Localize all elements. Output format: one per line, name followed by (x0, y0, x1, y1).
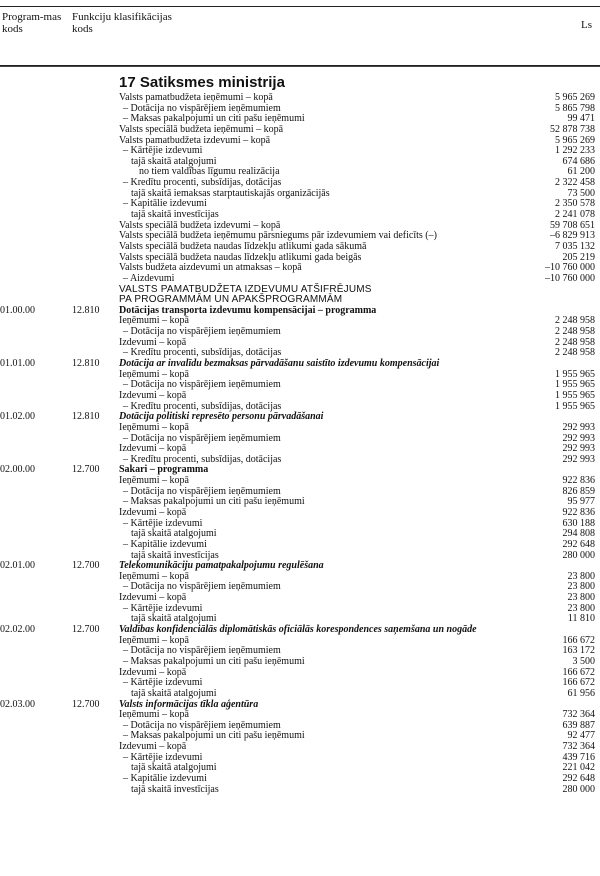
budget-table (0, 93, 600, 795)
row-label: tajā skaitā atalgojumi (131, 762, 217, 774)
row-label: – Dotācija no vispārējiem ieņēmumiem (123, 432, 281, 444)
function-code: 12.700 (72, 624, 100, 636)
row-label: tajā skaitā investīcijas (131, 209, 219, 221)
row-label: Valsts speciālā budžeta naudas līdzekļu atlikumi gada beigās (119, 251, 362, 263)
table-row (0, 508, 600, 519)
row-label: Ieņēmumi – kopā (119, 709, 189, 721)
row-value: 2 350 578 (555, 198, 595, 210)
row-label: – Kārtējie izdevumi (123, 517, 203, 529)
row-value: 280 000 (562, 783, 595, 795)
table-row (0, 540, 600, 551)
row-label: – Dotācija no vispārējiem ieņēmumiem (123, 719, 281, 731)
table-row (0, 359, 600, 370)
table-row (0, 391, 600, 402)
program-code: 02.00.00 (0, 464, 35, 476)
row-label: – Kārtējie izdevumi (123, 145, 203, 157)
program-code: 02.03.00 (0, 698, 35, 710)
row-label: – Kapitālie izdevumi (123, 198, 207, 210)
row-label: – Maksas pakalpojumi un citi pašu ieņēmumi (123, 655, 305, 667)
table-row (0, 157, 600, 168)
row-value: 294 808 (562, 528, 595, 540)
row-value: 163 172 (562, 645, 595, 657)
table-row (0, 593, 600, 604)
row-label: Valsts budžeta aizdevumi un atmaksas – kopā (119, 262, 302, 274)
row-label: tajā skaitā atalgojumi (131, 528, 217, 540)
row-label: Izdevumi – kopā (119, 506, 187, 518)
row-value: 2 248 958 (555, 336, 595, 348)
row-value: 2 248 958 (555, 315, 595, 327)
row-label: Izdevumi – kopā (119, 666, 187, 678)
function-code: 12.700 (72, 464, 100, 476)
row-value: 1 955 965 (555, 379, 595, 391)
row-value: 61 956 (567, 687, 595, 699)
table-row (0, 242, 600, 253)
row-value: 166 672 (562, 634, 595, 646)
table-row (0, 136, 600, 147)
table-row (0, 582, 600, 593)
row-value: 292 993 (562, 421, 595, 433)
row-value: 5 965 269 (555, 134, 595, 146)
row-label: – Kredītu procenti, subsīdijas, dotācijas (123, 347, 282, 359)
row-label: Ieņēmumi – kopā (119, 634, 189, 646)
table-row (0, 412, 600, 423)
row-value: 73 500 (567, 187, 595, 199)
currency-header: Ls (581, 19, 592, 31)
table-row (0, 636, 600, 647)
table-row (0, 263, 600, 274)
row-label: Valsts speciālā budžeta izdevumi – kopā (119, 219, 281, 231)
row-label: Izdevumi – kopā (119, 389, 187, 401)
row-label: VALSTS PAMATBUDŽETA IZDEVUMU ATŠIFRĒJUMS (119, 283, 372, 295)
row-label: Izdevumi – kopā (119, 592, 187, 604)
row-value: 826 859 (562, 485, 595, 497)
row-label: – Aizdevumi (123, 272, 175, 284)
row-label: – Dotācija no vispārējiem ieņēmumiem (123, 581, 281, 593)
table-row (0, 572, 600, 583)
row-label: Dotācijas transporta izdevumu kompensācijai – programma (119, 304, 377, 316)
table-row (0, 338, 600, 349)
function-code: 12.810 (72, 358, 100, 370)
row-label: Dotācija politiski represēto personu pārvadāšanai (119, 411, 324, 423)
row-label: tajā skaitā investīcijas (131, 549, 219, 561)
row-value: 292 993 (562, 443, 595, 455)
row-label: – Dotācija no vispārējiem ieņēmumiem (123, 379, 281, 391)
program-code-header: Program-mas kods (2, 11, 62, 35)
table-row (0, 742, 600, 753)
row-label: – Kapitālie izdevumi (123, 773, 207, 784)
table-row (0, 604, 600, 615)
table-row (0, 274, 600, 285)
row-label: – Kredītu procenti, subsīdijas, dotācijas (123, 453, 282, 465)
row-label: Izdevumi – kopā (119, 741, 187, 753)
row-label: Valdības konfidenciālās diplomātiskās oficiālās korespondences saņemšana un nogāde (119, 624, 477, 636)
program-code: 02.02.00 (0, 624, 35, 636)
program-code: 01.02.00 (0, 411, 35, 423)
row-label: PA PROGRAMMĀM UN APAKŠPROGRAMMĀM (119, 294, 343, 306)
row-value: 221 042 (562, 762, 595, 774)
table-row (0, 423, 600, 434)
row-label: – Maksas pakalpojumi un citi pašu ieņēmumi (123, 730, 305, 742)
row-value: 5 865 798 (555, 102, 595, 114)
table-row (0, 668, 600, 679)
table-row (0, 199, 600, 210)
row-label: Valsts speciālā budžeta naudas līdzekļu atlikumi gada sākumā (119, 240, 367, 252)
row-value: 922 836 (562, 506, 595, 518)
row-value: 23 800 (567, 570, 595, 582)
table-row (0, 689, 600, 700)
row-value: 292 993 (562, 453, 595, 465)
table-row (0, 316, 600, 327)
row-value: 11 810 (567, 613, 595, 625)
row-label: Valsts pamatbudžeta ieņēmumi – kopā (119, 92, 273, 103)
program-code: 01.00.00 (0, 304, 35, 316)
table-row (0, 93, 600, 104)
row-value: 166 672 (562, 677, 595, 689)
row-value: 205 219 (562, 251, 595, 263)
table-row (0, 561, 600, 572)
row-label: – Maksas pakalpojumi un citi pašu ieņēmumi (123, 496, 305, 508)
row-label: Ieņēmumi – kopā (119, 315, 189, 327)
table-row (0, 434, 600, 445)
program-code: 02.01.00 (0, 560, 35, 572)
row-label: tajā skaitā atalgojumi (131, 613, 217, 625)
row-label: Valsts informācijas tīkla aģentūra (119, 698, 259, 710)
row-label: Telekomunikāciju pamatpakalpojumu regulēšana (119, 560, 324, 572)
table-row (0, 210, 600, 221)
row-label: – Dotācija no vispārējiem ieņēmumiem (123, 102, 281, 114)
row-value: 732 364 (562, 709, 595, 721)
row-label: – Kārtējie izdevumi (123, 677, 203, 689)
row-label: – Dotācija no vispārējiem ieņēmumiem (123, 645, 281, 657)
row-value: –6 829 913 (550, 230, 595, 242)
row-value: 292 648 (562, 773, 595, 784)
row-label: tajā skaitā iemaksas starptautiskajās organizācijās (131, 187, 330, 199)
row-label: Ieņēmumi – kopā (119, 475, 189, 487)
table-row (0, 189, 600, 200)
table-row (0, 785, 600, 796)
row-value: 1 955 965 (555, 368, 595, 380)
ministry-title: 17 Satiksmes ministrija (119, 74, 285, 91)
function-code: 12.700 (72, 698, 100, 710)
program-code: 01.01.00 (0, 358, 35, 370)
row-value: 2 248 958 (555, 326, 595, 338)
header-divider (0, 66, 600, 67)
row-label: – Kārtējie izdevumi (123, 751, 203, 763)
row-label: – Maksas pakalpojumi un citi pašu ieņēmumi (123, 113, 305, 125)
row-label: tajā skaitā investīcijas (131, 783, 219, 795)
row-label: Valsts speciālā budžeta ieņēmumu pārsniegums pār izdevumiem vai deficīts (–) (119, 230, 437, 242)
table-row (0, 678, 600, 689)
row-value: 922 836 (562, 475, 595, 487)
row-label: Izdevumi – kopā (119, 336, 187, 348)
row-label: Ieņēmumi – kopā (119, 570, 189, 582)
row-label: Ieņēmumi – kopā (119, 421, 189, 433)
table-row (0, 700, 600, 711)
table-row (0, 731, 600, 742)
row-value: 166 672 (562, 666, 595, 678)
row-value: 1 292 233 (555, 145, 595, 157)
table-row (0, 167, 600, 178)
row-value: –10 760 000 (545, 272, 595, 284)
row-label: Izdevumi – kopā (119, 443, 187, 455)
table-row (0, 114, 600, 125)
row-value: 292 648 (562, 538, 595, 550)
function-code: 12.810 (72, 411, 100, 423)
row-label: Sakari – programma (119, 464, 209, 476)
row-label: no tiem valdības līgumu realizācija (139, 166, 280, 178)
table-row (0, 306, 600, 317)
table-row (0, 529, 600, 540)
row-value: 732 364 (562, 741, 595, 753)
row-value: 61 200 (567, 166, 595, 178)
row-value: 2 248 958 (555, 347, 595, 359)
row-label: Valsts pamatbudžeta izdevumi – kopā (119, 134, 271, 146)
row-value: 3 500 (572, 655, 595, 667)
table-row (0, 774, 600, 785)
function-code: 12.810 (72, 304, 100, 316)
table-row (0, 710, 600, 721)
table-row (0, 125, 600, 136)
row-value: 280 000 (562, 549, 595, 561)
row-value: 1 955 965 (555, 400, 595, 412)
table-header (0, 6, 600, 66)
row-value: 292 993 (562, 432, 595, 444)
table-row (0, 327, 600, 338)
row-value: –10 760 000 (545, 262, 595, 274)
table-row (0, 146, 600, 157)
row-label: tajā skaitā atalgojumi (131, 155, 217, 167)
table-row (0, 380, 600, 391)
row-value: 639 887 (562, 719, 595, 731)
row-value: 23 800 (567, 592, 595, 604)
row-label: Ieņēmumi – kopā (119, 368, 189, 380)
row-value: 2 322 458 (555, 177, 595, 189)
row-value: 5 965 269 (555, 92, 595, 103)
table-row (0, 444, 600, 455)
row-value: 99 471 (567, 113, 595, 125)
row-value: 52 878 738 (550, 123, 595, 135)
function-code-header: Funkciju klasifikācijas kods (72, 11, 172, 35)
row-value: 630 188 (562, 517, 595, 529)
row-value: 95 977 (567, 496, 595, 508)
table-row (0, 763, 600, 774)
row-label: Dotācija ar invalīdu bezmaksas pārvadāšanu saistīto izdevumu kompensācijai (119, 358, 440, 370)
table-row (0, 465, 600, 476)
table-row (0, 370, 600, 381)
table-row (0, 497, 600, 508)
row-label: tajā skaitā atalgojumi (131, 687, 217, 699)
table-row (0, 625, 600, 636)
row-value: 1 955 965 (555, 389, 595, 401)
function-code: 12.700 (72, 560, 100, 572)
table-row (0, 476, 600, 487)
row-label: – Kārtējie izdevumi (123, 602, 203, 614)
row-value: 674 686 (562, 155, 595, 167)
row-value: 23 800 (567, 602, 595, 614)
table-row (0, 519, 600, 530)
row-label: – Kredītu procenti, subsīdijas, dotācijas (123, 400, 282, 412)
row-label: Valsts speciālā budžeta ieņēmumi – kopā (119, 123, 284, 135)
row-value: 439 716 (562, 751, 595, 763)
row-value: 23 800 (567, 581, 595, 593)
row-label: – Dotācija no vispārējiem ieņēmumiem (123, 485, 281, 497)
row-value: 2 241 078 (555, 209, 595, 221)
table-row (0, 657, 600, 668)
row-label: – Dotācija no vispārējiem ieņēmumiem (123, 326, 281, 338)
table-row (0, 753, 600, 764)
row-value: 7 035 132 (555, 240, 595, 252)
row-label: – Kredītu procenti, subsīdijas, dotācijas (123, 177, 282, 189)
row-value: 92 477 (567, 730, 595, 742)
row-label: – Kapitālie izdevumi (123, 538, 207, 550)
row-value: 59 708 651 (550, 219, 595, 231)
